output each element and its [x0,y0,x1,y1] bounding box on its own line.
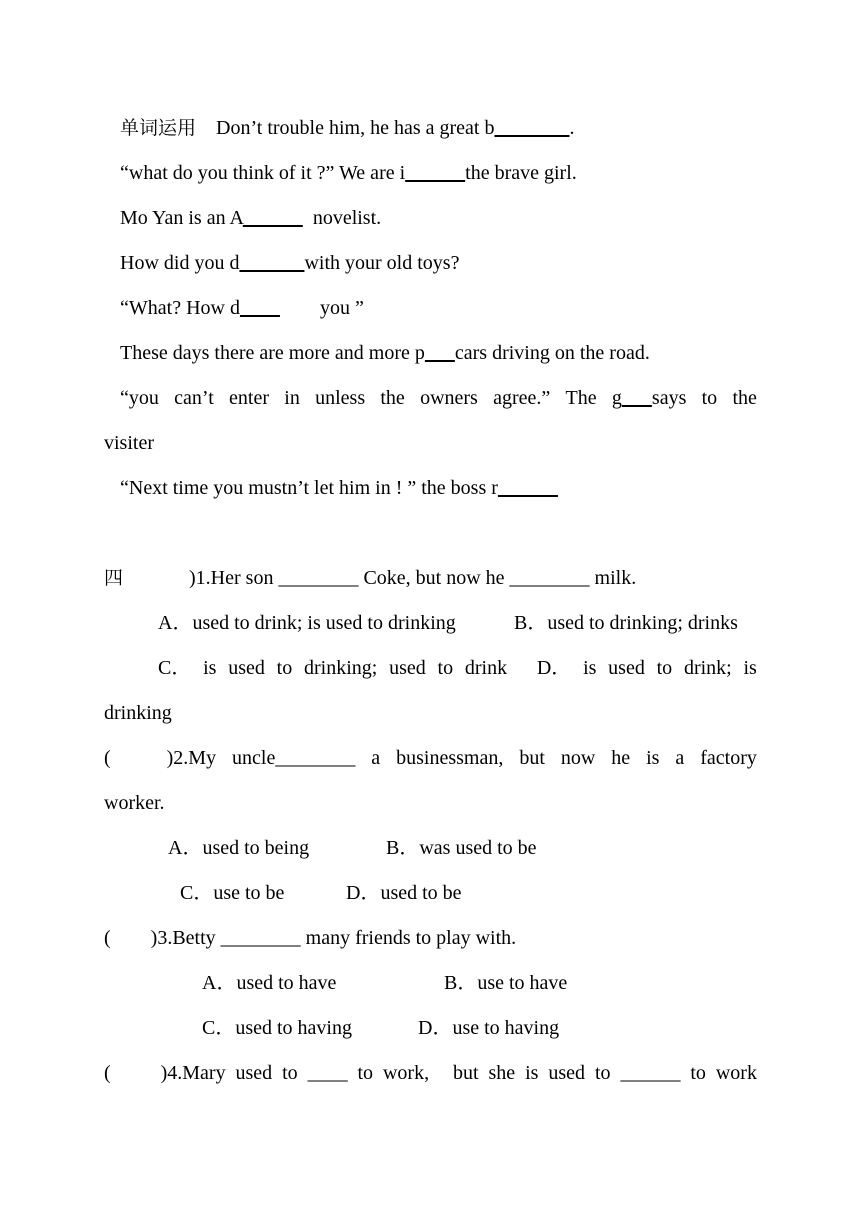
question-2-stem: ( )2.My uncle________ a businessman, but now he is a factory [104,747,757,769]
q2-option-c[interactable]: C．use to be [180,882,285,904]
q1-option-a[interactable]: A．used to drink; is used to drinking [158,612,456,634]
answer-paren[interactable]: ( [104,1062,111,1084]
section3-line-3: Mo Yan is an A novelist. [120,207,382,229]
answer-blank[interactable] [239,252,304,274]
answer-blank[interactable] [240,297,280,319]
answer-blank[interactable] [494,117,569,139]
section4-label: 四 [104,567,124,589]
q3-option-a[interactable]: A．used to have [202,972,337,994]
q2-option-d[interactable]: D．used to be [346,882,462,904]
q3-option-d[interactable]: D．use to having [418,1017,560,1039]
section3-line-8: visiter [104,432,154,454]
answer-blank[interactable] [425,342,455,364]
q2-option-a[interactable]: A．used to being [168,837,310,859]
q3-option-b[interactable]: B．use to have [444,972,568,994]
section3-line-1: 单词运用 Don’t trouble him, he has a great b . [120,117,575,139]
question-1-stem: 四 )1.Her son ________ Coke, but now he ________ milk. [104,567,637,589]
question-2-continuation: worker. [104,792,165,814]
q3-option-c[interactable]: C．used to having [202,1017,352,1039]
section3-label: 单词运用 [120,117,197,139]
section3-line-7: “you can’t enter in unless the owners agree.” The g says to the [120,387,757,409]
question-4-stem: ( )4.Mary used to ____ to work, but she is used to ______ to work [104,1062,757,1084]
answer-blank[interactable] [405,162,465,184]
answer-blank[interactable] [498,477,558,499]
q2-option-b[interactable]: B．was used to be [386,837,537,859]
q1-option-continuation: drinking [104,702,172,724]
section3-line-4: How did you d with your old toys? [120,252,460,274]
section3-line-2: “what do you think of it ?” We are i the brave girl. [120,162,577,184]
answer-blank[interactable] [243,207,303,229]
q1-option-b[interactable]: B．used to drinking; drinks [514,612,738,634]
section3-line-9: “Next time you mustn’t let him in ! ” the boss r [120,476,558,500]
q1-option-d[interactable]: D． [536,657,572,679]
question-3-stem: ( )3.Betty ________ many friends to play with. [104,927,517,949]
section3-line-6: These days there are more and more p cars driving on the road. [120,342,650,364]
section3-line-5: “What? How d you ” [120,297,364,319]
q1-options-cd: C． is used to drinking; used to drink D． is used to drink; is [158,657,757,679]
q1-option-c[interactable]: C． [158,657,192,679]
answer-blank[interactable] [622,387,652,409]
answer-paren[interactable]: ( [104,747,111,769]
